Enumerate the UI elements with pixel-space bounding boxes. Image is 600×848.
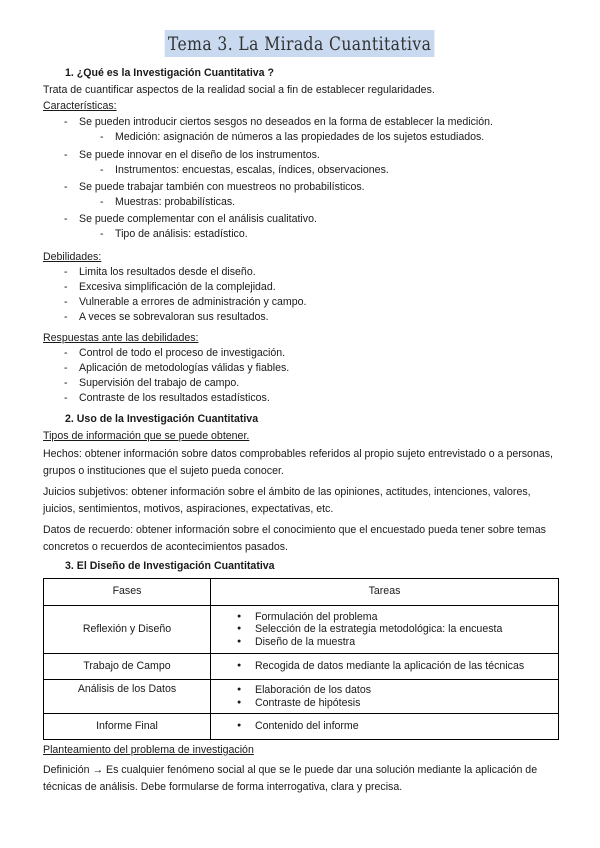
respuesta-item: Control de todo el proceso de investigación. — [79, 347, 286, 359]
definicion-paragraph: Definición → Es cualquier fenómeno social al que se le puede dar una solución mediante la aplicación de técnicas de análisis. Debe formularse de forma interrogativa, clara y precisa. — [43, 764, 538, 793]
dash-icon: - — [64, 392, 68, 404]
tarea-item: ● Recogida de datos mediante la aplicación de las técnicas — [237, 660, 558, 673]
dash-icon: - — [64, 311, 68, 323]
page-title: Tema 3. La Mirada Cuantitativa — [165, 30, 435, 57]
respuesta-item: Aplicación de metodologías válidas y fiables. — [79, 362, 290, 374]
debilidades-label: Debilidades: — [43, 251, 102, 263]
col-fases-header: Fases — [44, 579, 211, 606]
caracteristica-item: Se puede trabajar también con muestreos no probabilísticos. — [79, 181, 365, 193]
tareas-list — [211, 660, 558, 673]
tarea-item: ● Contraste de hipótesis — [237, 697, 558, 710]
table-row — [44, 680, 559, 714]
debilidad-item: A veces se sobrevaloran sus resultados. — [79, 311, 269, 323]
dash-icon: - — [64, 181, 68, 193]
dash-icon: - — [100, 164, 104, 176]
dash-icon: - — [100, 131, 104, 143]
dash-icon: - — [64, 296, 68, 308]
tareas-list — [211, 684, 558, 709]
caracteristica-item: Se puede innovar en el diseño de los instrumentos. — [79, 149, 320, 161]
respuestas-label: Respuestas ante las debilidades: — [43, 332, 199, 344]
section-1-heading: 1. ¿Qué es la Investigación Cuantitativa ? — [65, 67, 274, 79]
tareas-cell — [211, 654, 559, 680]
dash-icon: - — [64, 213, 68, 225]
tarea-item: ● Elaboración de los datos — [237, 684, 558, 697]
tarea-item: ● Diseño de la muestra — [237, 636, 558, 649]
tareas-cell — [211, 680, 559, 714]
fase-cell: Reflexión y Diseño — [44, 606, 211, 654]
caracteristicas-label: Características: — [43, 100, 117, 112]
caracteristica-subitem: Muestras: probabilísticas. — [115, 196, 236, 208]
planteamiento-label: Planteamiento del problema de investigación — [43, 744, 254, 756]
respuesta-item: Contraste de los resultados estadísticos. — [79, 392, 270, 404]
title-wrap — [0, 30, 600, 57]
debilidad-item: Vulnerable a errores de administración y campo. — [79, 296, 307, 308]
caracteristica-subitem: Instrumentos: encuestas, escalas, índices, observaciones. — [115, 164, 389, 176]
dash-icon: - — [64, 362, 68, 374]
tareas-list — [211, 611, 558, 649]
section-2-heading: 2. Uso de la Investigación Cuantitativa — [65, 413, 259, 425]
dash-icon: - — [64, 377, 68, 389]
caracteristica-subitem: Tipo de análisis: estadístico. — [115, 228, 248, 240]
tarea-item: ● Selección de la estrategia metodológica: la encuesta — [237, 623, 558, 636]
debilidad-item: Limita los resultados desde el diseño. — [79, 266, 256, 278]
fase-cell: Análisis de los Datos — [44, 680, 211, 714]
section-3-heading: 3. El Diseño de Investigación Cuantitativa — [65, 560, 275, 572]
dash-icon: - — [64, 281, 68, 293]
caracteristica-subitem: Medición: asignación de números a las propiedades de los sujetos estudiados. — [115, 131, 485, 143]
tarea-item: ● Formulación del problema — [237, 611, 558, 624]
tareas-cell — [211, 714, 559, 740]
hechos-paragraph: Hechos: obtener información sobre datos comprobables referidos al propio sujeto entrevistado o a personas, grupos o instituciones que el sujeto pueda conocer. — [43, 448, 553, 477]
caracteristica-item: Se puede complementar con el análisis cualitativo. — [79, 213, 317, 225]
dash-icon: - — [100, 196, 104, 208]
section-1-intro: Trata de cuantificar aspectos de la realidad social a fin de establecer regularidades. — [43, 84, 435, 96]
tarea-item: ● Contenido del informe — [237, 720, 558, 733]
table-row — [44, 606, 559, 654]
table-header-row — [44, 579, 559, 606]
dash-icon: - — [100, 228, 104, 240]
juicios-paragraph: Juicios subjetivos: obtener información sobre el ámbito de las opiniones, actitudes, intenciones, valores, juicios, sentimientos, motivos, aspiraciones, expectativas, etc. — [43, 486, 531, 515]
respuesta-item: Supervisión del trabajo de campo. — [79, 377, 240, 389]
table-row — [44, 654, 559, 680]
dash-icon: - — [64, 116, 68, 128]
tareas-cell — [211, 606, 559, 654]
dash-icon: - — [64, 266, 68, 278]
recuerdo-paragraph: Datos de recuerdo: obtener información sobre el conocimiento que el encuestado pueda tener sobre temas concretos o recuerdos de acontecimientos pasados. — [43, 524, 546, 553]
tipos-label: Tipos de información que se puede obtener. — [43, 430, 250, 442]
dash-icon: - — [64, 149, 68, 161]
table-row — [44, 714, 559, 740]
fase-cell: Trabajo de Campo — [44, 654, 211, 680]
debilidad-item: Excesiva simplificación de la complejidad. — [79, 281, 276, 293]
col-tareas-header: Tareas — [211, 579, 559, 606]
caracteristica-item: Se pueden introducir ciertos sesgos no deseados en la forma de establecer la medición. — [79, 116, 493, 128]
fases-table — [43, 578, 559, 740]
tareas-list — [211, 720, 558, 733]
dash-icon: - — [64, 347, 68, 359]
fase-cell: Informe Final — [44, 714, 211, 740]
